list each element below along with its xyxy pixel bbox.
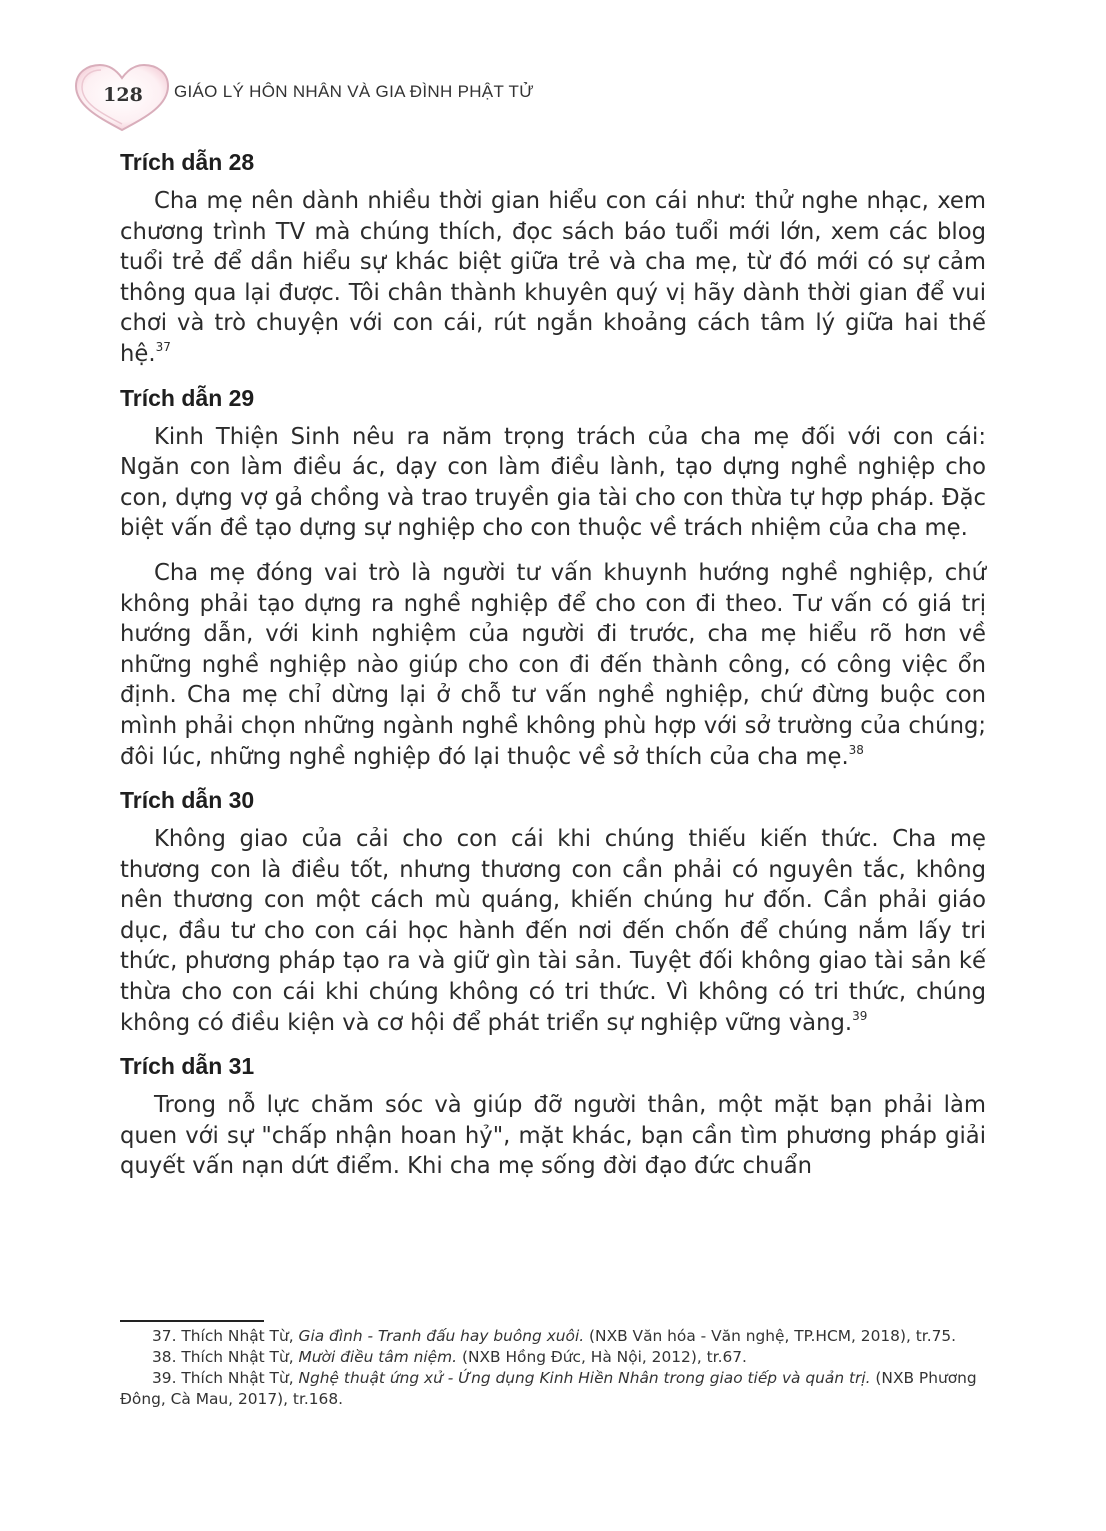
footnote-37: 37. Thích Nhật Từ, Gia đình - Tranh đấu hay buông xuôi. (NXB Văn hóa - Văn nghệ, TP.HCM, 2018), tr.75. <box>152 1327 957 1345</box>
section-heading: Trích dẫn 30 <box>120 787 255 814</box>
running-title: GIÁO LÝ HÔN NHÂN VÀ GIA ĐÌNH PHẬT TỬ <box>174 82 535 101</box>
section-heading: Trích dẫn 28 <box>120 149 255 175</box>
footnote-39: 39. Thích Nhật Từ, Nghệ thuật ứng xử - Ứng dụng Kinh Hiền Nhân trong giao tiếp và quản trị. (NXB Phương Đông, Cà Mau, 2017), tr.168. <box>120 1369 977 1408</box>
section-quote-30 <box>120 786 986 1038</box>
paragraph: Kinh Thiện Sinh nêu ra năm trọng trách của cha mẹ đối với con cái: Ngăn con làm điều ác, dạy con làm điều lành, tạo dựng nghề nghiệp cho con, dựng vợ gả chồng và trao truyền gia tài cho con thừa tự hợp pháp. Đặc biệt vấn đề tạo dựng sự nghiệp cho con thuộc về trách nhiệm của cha mẹ. <box>120 423 986 542</box>
section-quote-29 <box>120 384 986 773</box>
section-heading: Trích dẫn 31 <box>120 1053 255 1080</box>
footnotes <box>120 1326 986 1410</box>
section-quote-28 <box>120 148 986 370</box>
paragraph: Không giao của cải cho con cái khi chúng thiếu kiến thức. Cha mẹ thương con là điều tốt, nhưng thương con cần phải có nguyên tắc, không nên thương con một cách mù quáng, khiến chúng hư đốn. Cần phải giáo dục, đầu tư cho con cái học hành đến nơi đến chốn để chúng nắm lấy tri thức, phương pháp tạo ra và giữ gìn tài sản. Tuyệt đối không giao tài sản kế thừa cho con cái khi chúng không có tri thức. Vì không có tri thức, chúng không có điều kiện và cơ hội để phát triển sự nghiệp vững vàng.$^{39}$ <box>120 826 986 1036</box>
page-header <box>70 62 1050 134</box>
footnote-ref[interactable]: 38 <box>848 742 864 757</box>
footnote-divider <box>120 1320 264 1322</box>
page-number: 128 <box>103 84 143 106</box>
footnote-ref[interactable]: 39 <box>852 1008 868 1023</box>
footnote-ref[interactable]: 37 <box>155 339 171 354</box>
section-heading: Trích dẫn 29 <box>120 384 255 411</box>
section-quote-31 <box>120 1052 986 1182</box>
paragraph: Trong nỗ lực chăm sóc và giúp đỡ người thân, một mặt bạn phải làm quen với sự "chấp nhận hoan hỷ", mặt khác, bạn cần tìm phương pháp giải quyết vấn nạn dứt điểm. Khi cha mẹ sống đời đạo đức chuẩn <box>120 1092 986 1180</box>
main-content <box>120 148 986 1196</box>
paragraph: Cha mẹ đóng vai trò là người tư vấn khuynh hướng nghề nghiệp, chứ không phải tạo dựng ra nghề nghiệp để cho con đi theo. Tư vấn có giá trị hướng dẫn, với kinh nghiệm của người đi trước, cha mẹ hiểu rõ hơn về những nghề nghiệp nào giúp cho con đi đến thành công, có công việc ổn định. Cha mẹ chỉ dừng lại ở chỗ tư vấn nghề nghiệp, chứ đừng buộc con mình phải chọn những ngành nghề không phù hợp với sở trường của chúng; đôi lúc, những nghề nghiệp đó lại thuộc về sở thích của cha mẹ.$^{38}$ <box>120 559 986 770</box>
paragraph: Cha mẹ nên dành nhiều thời gian hiểu con cái như: thử nghe nhạc, xem chương trình TV mà chúng thích, đọc sách báo tuổi mới lớn, xem các blog tuổi trẻ để dần hiểu sự khác biệt giữa trẻ và cha mẹ, từ đó mới có sự cảm thông qua lại được. Tôi chân thành khuyên quý vị hãy dành thời gian để vui chơi và trò chuyện với con cái, rút ngắn khoảng cách tâm lý giữa hai thế hệ.$^{37}$ <box>120 188 986 367</box>
footnote-38: 38. Thích Nhật Từ, Mười điều tâm niệm. (NXB Hồng Đức, Hà Nội, 2012), tr.67. <box>152 1348 747 1366</box>
